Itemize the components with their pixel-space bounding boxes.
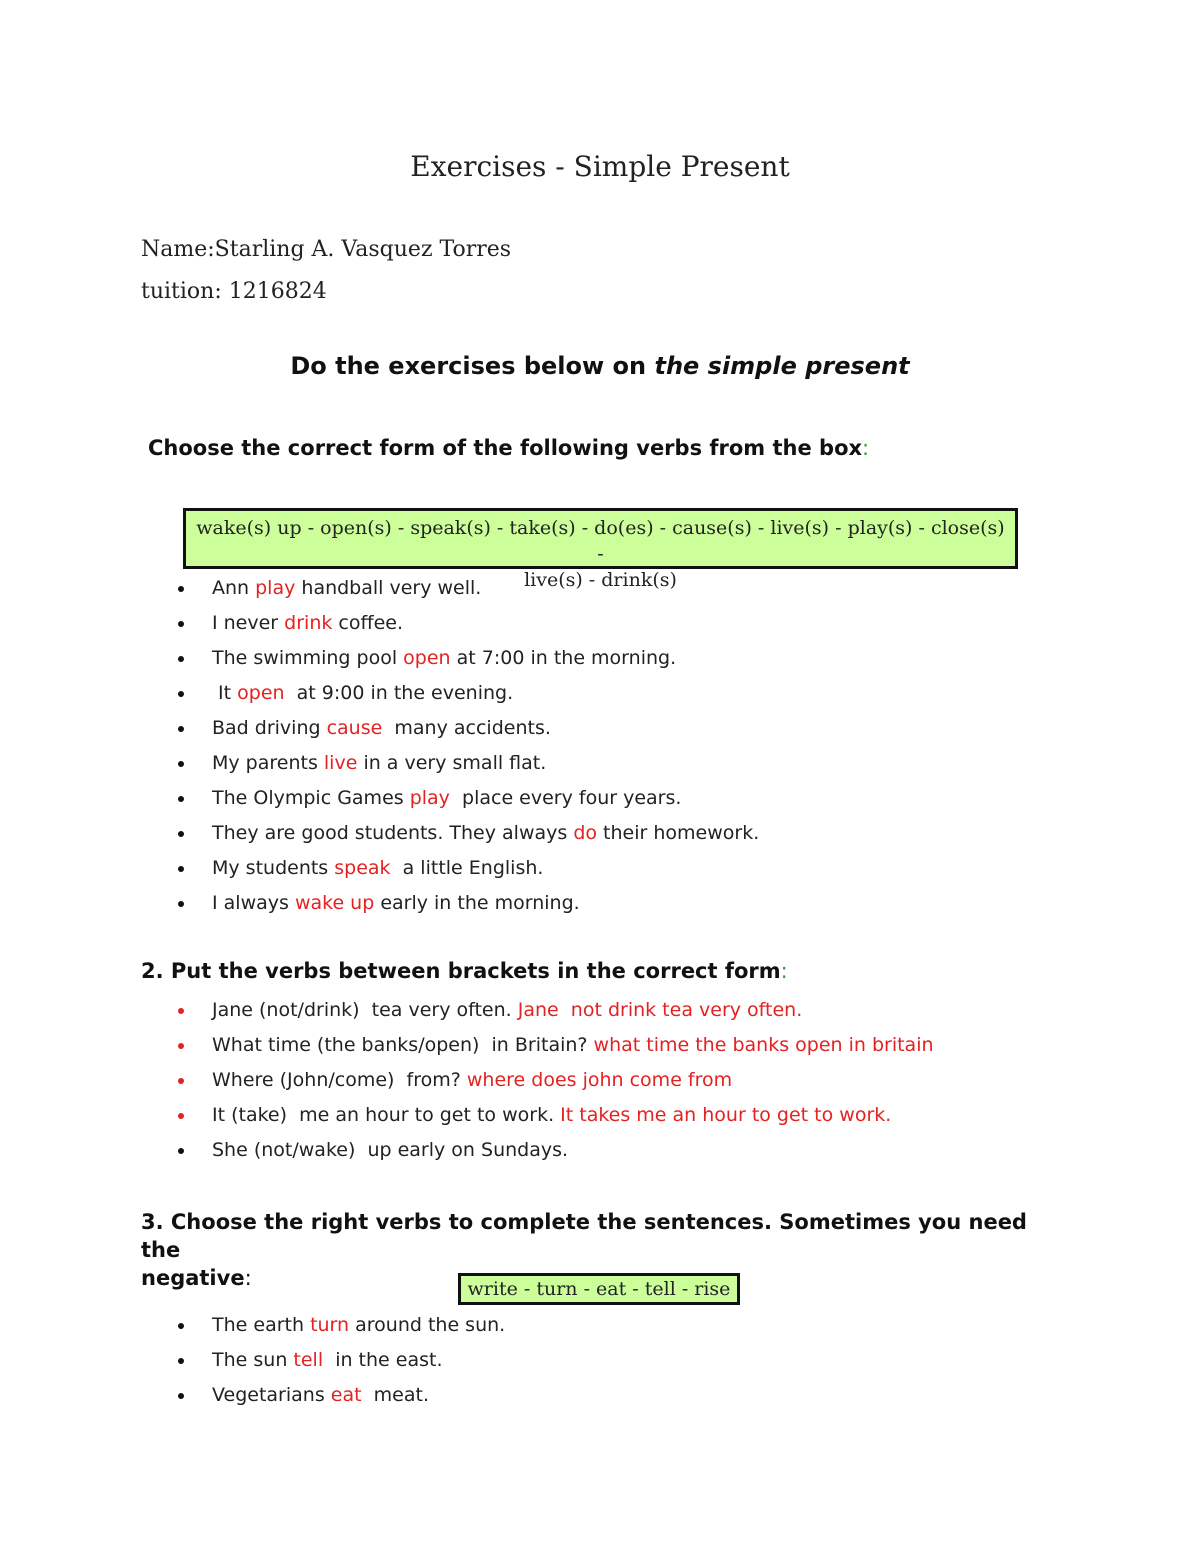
list-item [172, 571, 759, 606]
item-text: handball very well. [295, 577, 482, 599]
bullet-icon [178, 1113, 184, 1119]
bullet-icon [178, 1078, 184, 1084]
bullet-icon [178, 1358, 184, 1364]
instructions-emphasis: the simple present [654, 352, 910, 380]
list-item [172, 1133, 934, 1168]
list-item [172, 1098, 934, 1133]
answer-text: cause [326, 717, 383, 739]
answer-text: drink [284, 612, 333, 634]
item-text: They are good students. They always [212, 822, 574, 844]
answer-text: speak [334, 857, 391, 879]
bullet-icon [178, 761, 184, 767]
item-text: at 7:00 in the morning. [450, 647, 677, 669]
list-item [172, 1308, 505, 1343]
answer-text: Jane not drink tea very often. [517, 999, 803, 1021]
item-text: The sun [212, 1349, 294, 1371]
item-text: Ann [212, 577, 256, 599]
item-text: The earth [212, 1314, 311, 1336]
section-1-heading [148, 436, 869, 460]
bullet-icon [178, 901, 184, 907]
answer-text: tell [293, 1349, 324, 1371]
item-text: The swimming pool [212, 647, 404, 669]
item-text: It (take) me an hour to get to work. [212, 1104, 561, 1126]
bullet-icon [178, 1323, 184, 1329]
bullet-icon [178, 866, 184, 872]
answer-text: live [323, 752, 358, 774]
heading-colon: : [244, 1266, 252, 1290]
list-item [172, 641, 759, 676]
list-item [172, 851, 759, 886]
answer-text: play [255, 577, 296, 599]
list-item [172, 1063, 934, 1098]
answer-text: where does john come from [466, 1069, 733, 1091]
list-item [172, 1028, 934, 1063]
list-item [172, 711, 759, 746]
item-text: many accidents. [382, 717, 551, 739]
item-text: place every four years. [449, 787, 682, 809]
answer-text: what time the banks open in britain [593, 1034, 934, 1056]
item-text: in a very small flat. [357, 752, 547, 774]
answer-text: do [573, 822, 598, 844]
heading-colon: : [862, 436, 870, 460]
list-item [172, 816, 759, 851]
bullet-icon [178, 621, 184, 627]
answer-text: open [403, 647, 451, 669]
list-item [172, 676, 759, 711]
bullet-icon [178, 796, 184, 802]
item-text: coffee. [332, 612, 403, 634]
item-text: My students [212, 857, 335, 879]
section-2-list [172, 993, 934, 1168]
list-item [172, 993, 934, 1028]
list-item [172, 606, 759, 641]
item-text: I always [212, 892, 295, 914]
answer-text: eat [330, 1384, 362, 1406]
section-2-heading-text: 2. Put the verbs between brackets in the correct form [141, 959, 781, 983]
bullet-icon [178, 831, 184, 837]
answer-text: It takes me an hour to get to work. [560, 1104, 892, 1126]
bullet-icon [178, 586, 184, 592]
item-text: their homework. [597, 822, 760, 844]
section-1-list [172, 571, 759, 921]
verb-box-1-line-2: live(s) - drink(s) [524, 569, 677, 591]
item-text: It [212, 682, 238, 704]
list-item [172, 746, 759, 781]
instructions-heading [0, 352, 1200, 380]
bullet-icon [178, 1393, 184, 1399]
student-name: Name:Starling A. Vasquez Torres [141, 237, 512, 262]
item-text: Jane (not/drink) tea very often. [212, 999, 518, 1021]
section-3-heading-line-1: 3. Choose the right verbs to complete the sentences. Sometimes you need the [141, 1210, 1027, 1262]
instructions-prefix: Do the exercises below on [290, 352, 655, 380]
item-text: early in the morning. [374, 892, 580, 914]
bullet-icon [178, 656, 184, 662]
item-text: Bad driving [212, 717, 327, 739]
item-text: Where (John/come) from? [212, 1069, 467, 1091]
document-title: Exercises - Simple Present [410, 150, 790, 183]
bullet-icon [178, 691, 184, 697]
answer-text: open [237, 682, 285, 704]
bullet-icon [178, 1148, 184, 1154]
item-text: My parents [212, 752, 324, 774]
list-item [172, 886, 759, 921]
section-3-heading-line-2: negative [141, 1266, 245, 1290]
item-text: What time (the banks/open) in Britain? [212, 1034, 594, 1056]
bullet-icon [178, 1008, 184, 1014]
answer-text: turn [310, 1314, 350, 1336]
item-text: I never [212, 612, 285, 634]
section-1-heading-text: Choose the correct form of the following verbs from the box [148, 436, 863, 460]
answer-text: wake up [294, 892, 375, 914]
verb-box-1-line-1: wake(s) up - open(s) - speak(s) - take(s) - do(es) - cause(s) - live(s) - play(s) - close(s) - [196, 517, 1005, 565]
item-text: She (not/wake) up early on Sundays. [212, 1139, 569, 1161]
tuition-number: tuition: 1216824 [141, 279, 327, 304]
heading-colon: : [780, 959, 788, 983]
verb-box-2: write - turn - eat - tell - rise [458, 1273, 740, 1305]
item-text: around the sun. [349, 1314, 506, 1336]
answer-text: play [409, 787, 450, 809]
item-text: at 9:00 in the evening. [284, 682, 514, 704]
section-3-list [172, 1308, 505, 1413]
list-item [172, 1343, 505, 1378]
item-text: a little English. [390, 857, 544, 879]
bullet-icon [178, 726, 184, 732]
item-text: meat. [361, 1384, 429, 1406]
list-item [172, 781, 759, 816]
item-text: The Olympic Games [212, 787, 410, 809]
item-text: Vegetarians [212, 1384, 331, 1406]
section-2-heading [141, 959, 788, 983]
item-text: in the east. [323, 1349, 443, 1371]
list-item [172, 1378, 505, 1413]
bullet-icon [178, 1043, 184, 1049]
